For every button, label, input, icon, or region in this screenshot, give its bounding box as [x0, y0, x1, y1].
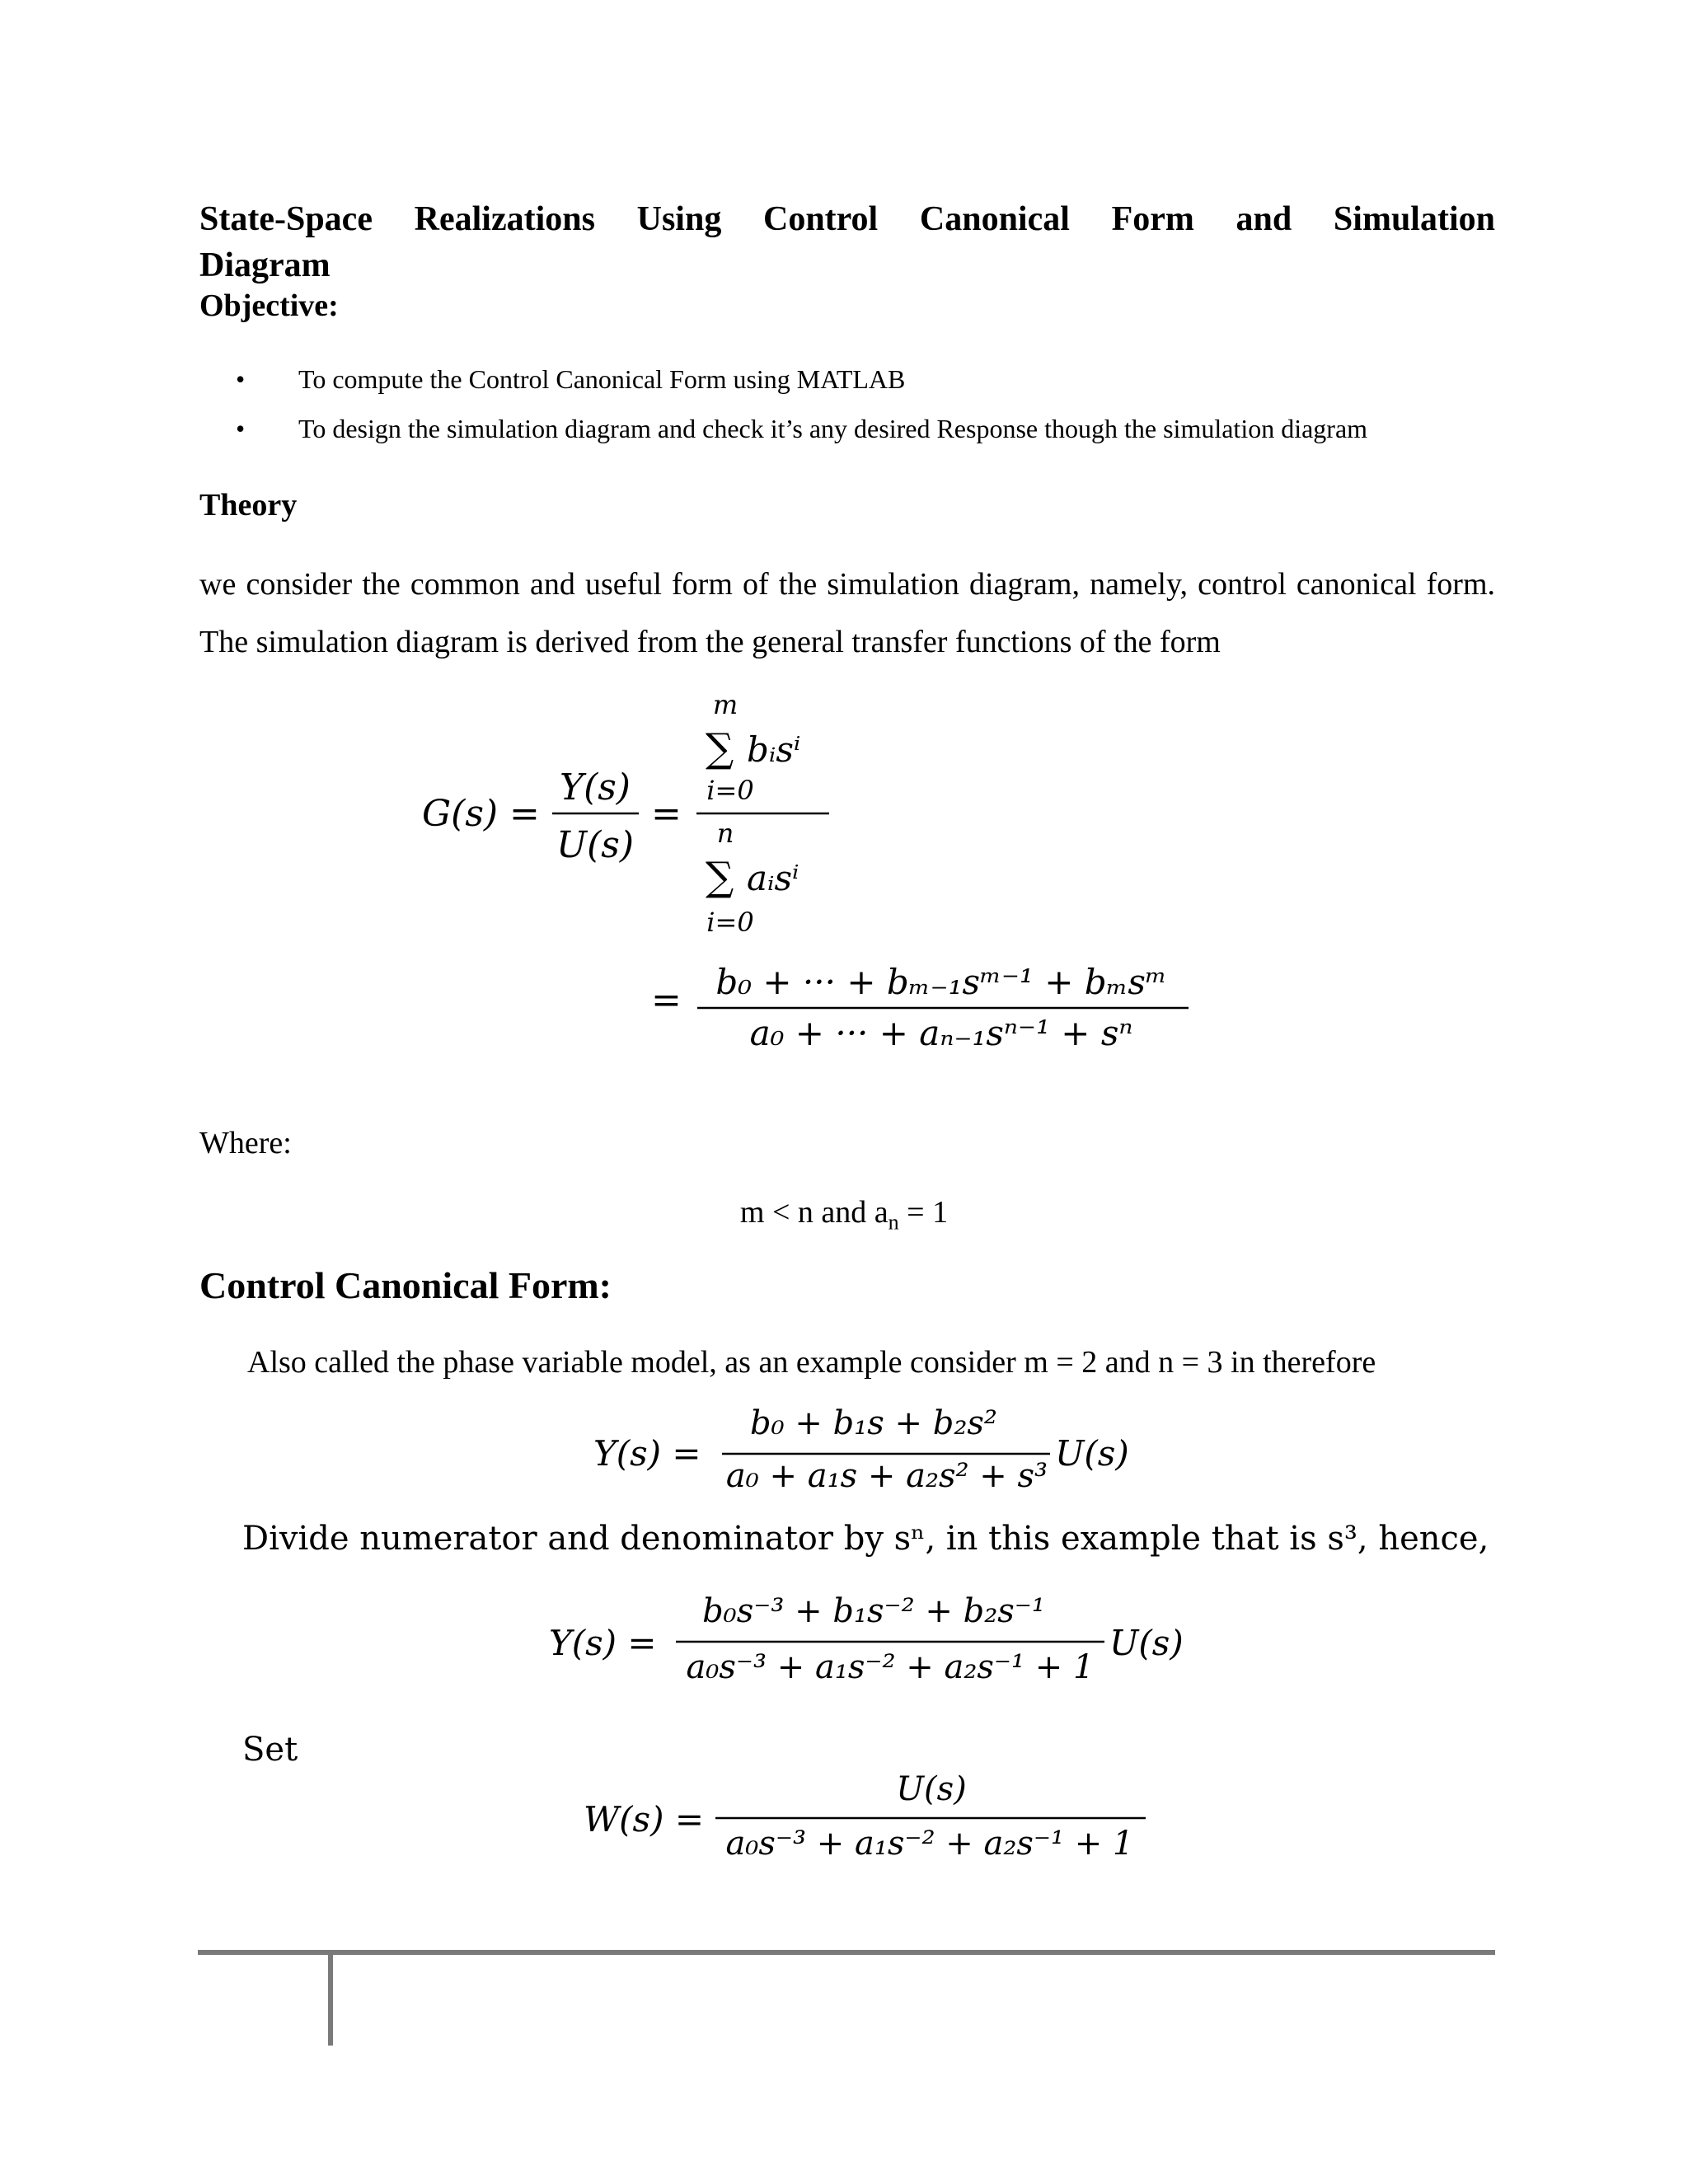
bullet-icon: • [236, 364, 246, 394]
condition-text [0, 1192, 1688, 1244]
footer-rule [198, 1950, 1495, 1955]
objective-item [199, 412, 1518, 462]
eq1-frac-den: U(s) [556, 824, 634, 866]
objective-heading: Objective: [199, 288, 339, 323]
footer-vertical-rule [328, 1955, 333, 2046]
eq4-lhs: W(s) = [584, 1799, 705, 1840]
eq2-den: a₀ + a₁s + a₂s² + s³ [725, 1457, 1048, 1495]
eq1-sum-upper-num: m [712, 689, 738, 720]
condition-prefix: m < n and a [739, 1195, 889, 1230]
divided-transfer-equation [0, 1581, 1688, 1696]
bullet-icon: • [236, 414, 246, 443]
eq1-sum-symbol-den: ∑ [706, 854, 734, 900]
example-transfer-equation [0, 1393, 1688, 1500]
eq1-equals: = [651, 793, 682, 835]
eq4-den: a₀s⁻³ + a₁s⁻² + a₂s⁻¹ + 1 [725, 1825, 1134, 1863]
eq1-equals-2: = [651, 979, 682, 1021]
eq1-sum-term-den: aᵢsⁱ [747, 858, 799, 898]
eq1-sum-upper-den: n [716, 818, 734, 849]
theory-paragraph: we consider the common and useful form of the simulation diagram, namely, control canonical form. The simulation diagram is derived from the general transfer functions of the form [199, 567, 1495, 659]
objective-text: To design the simulation diagram and check it’s any desired Response though the simulation diagram [298, 414, 1368, 443]
eq1-sum-term-num: bᵢsⁱ [747, 729, 801, 770]
eq1-expanded-den: a₀ + ··· + aₙ₋₁sⁿ⁻¹ + sⁿ [749, 1013, 1133, 1053]
objective-item [199, 363, 1518, 412]
eq1-sum-lower-den: i=0 [706, 907, 754, 938]
condition-suffix: = 1 [898, 1195, 949, 1230]
document-title-continued: Diagram [199, 246, 331, 284]
eq3-rhs: U(s) [1109, 1623, 1184, 1663]
eq1-frac-num: Y(s) [560, 766, 631, 808]
set-label: Set [242, 1731, 298, 1769]
eq3-num: b₀s⁻³ + b₁s⁻² + b₂s⁻¹ [702, 1592, 1045, 1630]
document-title: State-Space Realizations Using Control Canonical Form and Simulation [199, 200, 1495, 238]
theory-heading: Theory [199, 488, 298, 523]
eq1-sum-lower-num: i=0 [706, 775, 754, 806]
objectives-list [199, 363, 1518, 462]
eq1-sum-symbol-num: ∑ [706, 725, 734, 771]
eq2-num: b₀ + b₁s + b₂s² [750, 1404, 997, 1442]
objective-text: To compute the Control Canonical Form using MATLAB [298, 364, 906, 394]
eq1-expanded-num: b₀ + ··· + bₘ₋₁sᵐ⁻¹ + bₘsᵐ [715, 962, 1167, 1002]
ccf-heading: Control Canonical Form: [199, 1264, 612, 1306]
eq2-lhs: Y(s) = [593, 1433, 701, 1474]
eq4-num: U(s) [896, 1770, 967, 1808]
transfer-function-equation [0, 684, 1688, 1063]
ccf-paragraph: Also called the phase variable model, as an example consider m = 2 and n = 3 in therefore [247, 1345, 1376, 1380]
eq2-rhs: U(s) [1055, 1433, 1129, 1474]
condition-subscript: n [888, 1210, 899, 1235]
w-definition-equation [0, 1755, 1688, 1871]
where-label: Where: [199, 1126, 292, 1160]
eq3-den: a₀s⁻³ + a₁s⁻² + a₂s⁻¹ + 1 [686, 1648, 1095, 1686]
eq1-lhs: G(s) = [422, 793, 540, 835]
eq3-lhs: Y(s) = [549, 1623, 657, 1663]
divide-text: Divide numerator and denominator by sⁿ, in this example that is s³, hence, [242, 1520, 1489, 1558]
